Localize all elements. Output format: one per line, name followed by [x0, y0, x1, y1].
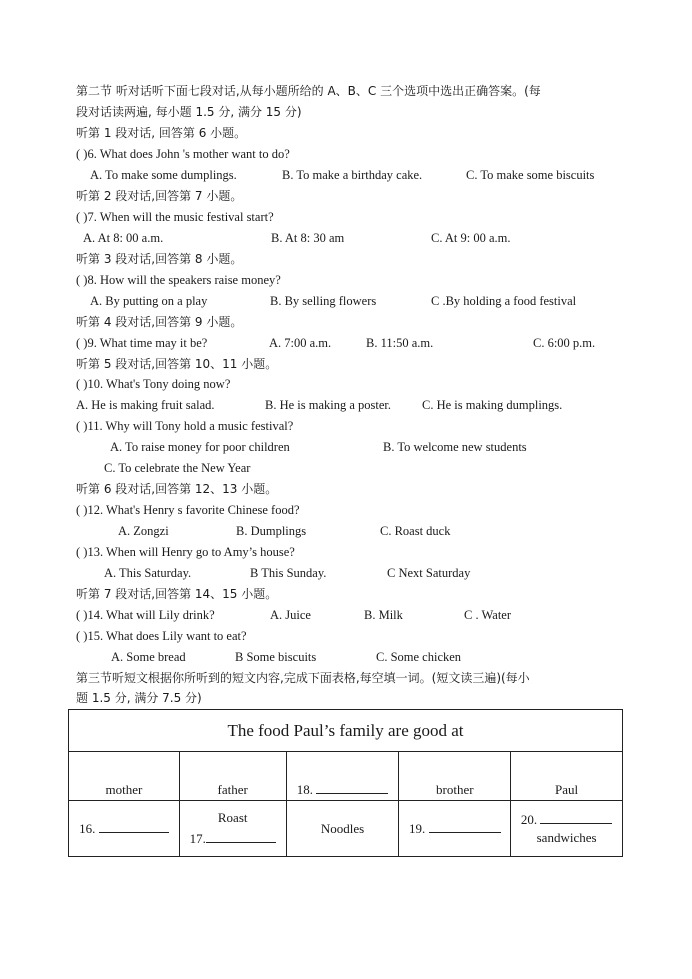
q14-option-c: C . Water: [464, 608, 512, 622]
dialog-3-label: 听第 3 段对话,回答第 8 小题。: [76, 252, 243, 266]
q12-stem: ( )12. What's Henry s favorite Chinese food?: [76, 503, 300, 517]
q9-option-a: A. 7:00 a.m.: [269, 336, 332, 350]
q11-option-a: A. To raise money for poor children: [110, 440, 290, 454]
q7-stem: ( )7. When will the music festival start?: [76, 210, 274, 224]
cell-blank-16: [69, 801, 180, 857]
blank-18-line[interactable]: [316, 781, 388, 794]
sandwiches-label: sandwiches: [536, 830, 597, 845]
q13-stem: ( )13. When will Henry go to Amy’s house?: [76, 545, 295, 559]
q14-option-a: A. Juice: [270, 608, 311, 622]
q9-stem: ( )9. What time may it be?: [76, 336, 208, 350]
section2-intro-line2: 段对话读两遍, 每小题 1.5 分, 满分 15 分): [76, 105, 302, 119]
dialog-7-label: 听第 7 段对话,回答第 14、15 小题。: [76, 587, 278, 601]
q6-option-a: A. To make some dumplings.: [90, 168, 237, 182]
q6-option-c: C. To make some biscuits: [466, 168, 595, 182]
q15-option-b: B Some biscuits: [235, 650, 317, 664]
blank-19-number: 19.: [409, 821, 426, 836]
q15-option-a: A. Some bread: [111, 650, 186, 664]
q8-option-a: A. By putting on a play: [90, 294, 208, 308]
dialog-4-label: 听第 4 段对话,回答第 9 小题。: [76, 315, 243, 329]
q12-option-a: A. Zongzi: [118, 524, 169, 538]
cell-noodles: Noodles: [286, 801, 399, 857]
header-paul: Paul: [511, 752, 623, 801]
dialog-5-label: 听第 5 段对话,回答第 10、11 小题。: [76, 357, 278, 371]
q13-option-c: C Next Saturday: [387, 566, 471, 580]
header-brother: brother: [399, 752, 511, 801]
q11-option-b: B. To welcome new students: [383, 440, 527, 454]
blank-18-number: 18.: [296, 782, 313, 797]
q12-option-b: B. Dumplings: [236, 524, 307, 538]
header-blank-18: [286, 752, 399, 801]
q10-option-a: A. He is making fruit salad.: [76, 398, 215, 412]
q13-option-a: A. This Saturday.: [104, 566, 192, 580]
q10-option-b: B. He is making a poster.: [265, 398, 392, 412]
blank-20-line[interactable]: [540, 811, 612, 824]
q13-option-b: B This Sunday.: [250, 566, 327, 580]
blank-17-line[interactable]: [206, 830, 276, 843]
family-food-table: [68, 709, 623, 857]
cell-roast: [179, 801, 286, 857]
header-mother: mother: [69, 752, 180, 801]
header-father: father: [179, 752, 286, 801]
q6-stem: ( )6. What does John 's mother want to do?: [76, 147, 290, 161]
blank-17-number: 17.: [189, 831, 206, 846]
q8-stem: ( )8. How will the speakers raise money?: [76, 273, 281, 287]
q14-stem: ( )14. What will Lily drink?: [76, 608, 215, 622]
q15-option-c: C. Some chicken: [376, 650, 462, 664]
blank-20-number: 20.: [520, 812, 538, 827]
q9-option-c: C. 6:00 p.m.: [533, 336, 596, 350]
q10-stem: ( )10. What's Tony doing now?: [76, 377, 231, 391]
cell-blank-19: [399, 801, 511, 857]
q8-option-b: B. By selling flowers: [270, 294, 377, 308]
q7-option-a: A. At 8: 00 a.m.: [83, 231, 164, 245]
section2-intro-line1: 第二节 听对话听下面七段对话,从每小题所给的 A、B、C 三个选项中选出正确答案。(每: [76, 84, 541, 98]
blank-16-number: 16.: [79, 821, 96, 836]
dialog-6-label: 听第 6 段对话,回答第 12、13 小题。: [76, 482, 278, 496]
q6-option-b: B. To make a birthday cake.: [282, 168, 423, 182]
table-title: The food Paul’s family are good at: [69, 710, 623, 752]
q7-option-b: B. At 8: 30 am: [271, 231, 345, 245]
cell-sandwiches: [511, 801, 623, 857]
section3-intro-line2: 题 1.5 分, 满分 7.5 分): [76, 691, 202, 705]
blank-16-line[interactable]: [99, 820, 169, 833]
q9-option-b: B. 11:50 a.m.: [366, 336, 434, 350]
dialog-1-label: 听第 1 段对话, 回答第 6 小题。: [76, 126, 247, 140]
q11-option-c: C. To celebrate the New Year: [104, 461, 251, 475]
q10-option-c: C. He is making dumplings.: [422, 398, 563, 412]
q11-stem: ( )11. Why will Tony hold a music festival?: [76, 419, 294, 433]
q12-option-c: C. Roast duck: [380, 524, 451, 538]
dialog-2-label: 听第 2 段对话,回答第 7 小题。: [76, 189, 243, 203]
section3-intro-line1: 第三节听短文根据你所听到的短文内容,完成下面表格,每空填一词。(短文读三遍)(每小: [76, 671, 530, 685]
q7-option-c: C. At 9: 00 a.m.: [431, 231, 511, 245]
q15-stem: ( )15. What does Lily want to eat?: [76, 629, 247, 643]
q14-option-b: B. Milk: [364, 608, 403, 622]
roast-label: Roast: [217, 810, 248, 825]
q8-option-c: C .By holding a food festival: [431, 294, 577, 308]
blank-19-line[interactable]: [429, 820, 501, 833]
